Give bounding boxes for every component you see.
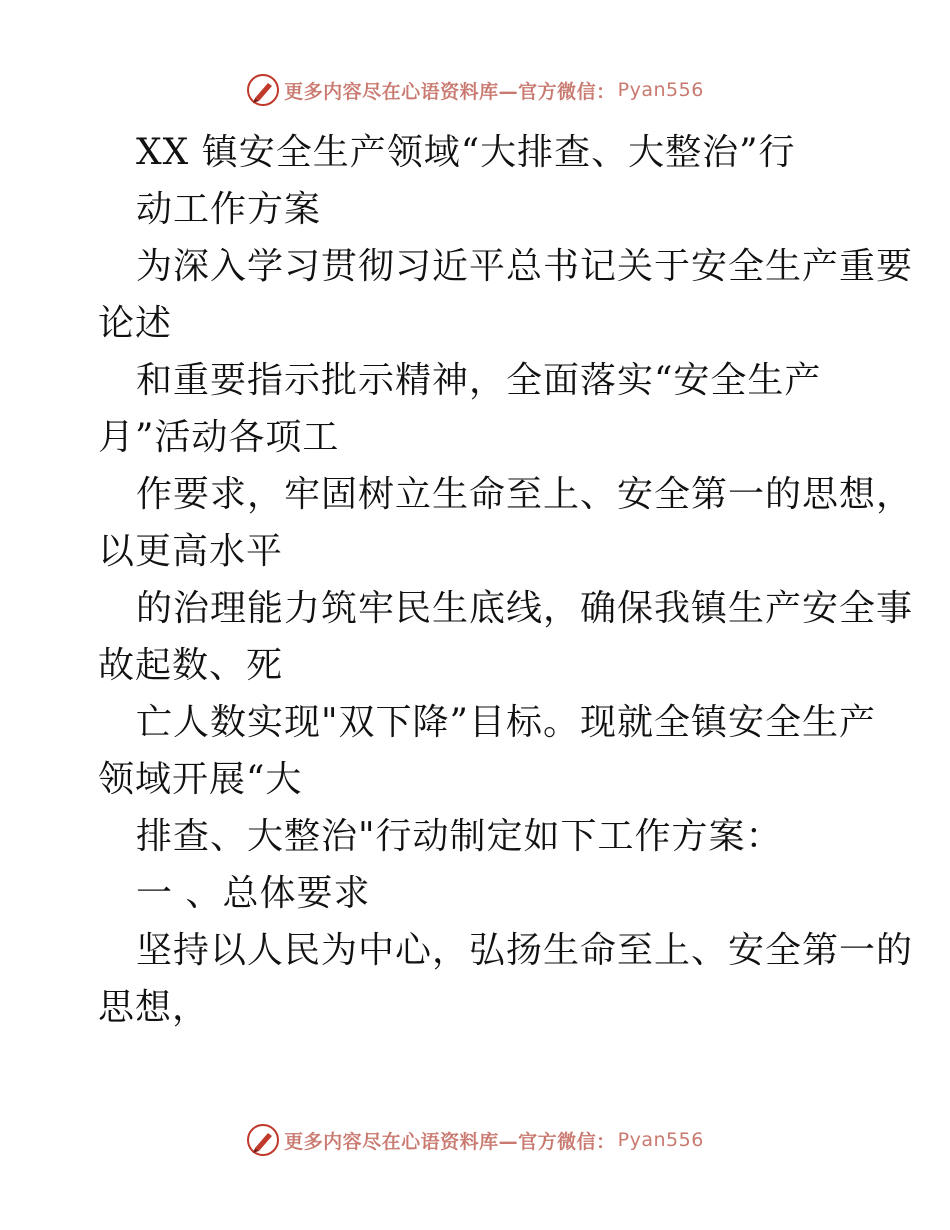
doc-line: 坚持以人民为中心，弘扬生命至上、安全第一的 [136, 930, 914, 971]
doc-line: 故起数、死 [98, 645, 284, 686]
doc-line: 为深入学习贯彻习近平总书记关于安全生产重要 [136, 246, 914, 287]
doc-line: XX 镇安全生产领域“大排查、大整治”行 [136, 132, 796, 173]
doc-line: 思想， [98, 987, 210, 1028]
watermark-text: 更多内容尽在心语资料库—官方微信： [284, 1130, 616, 1153]
document-body [98, 124, 914, 1036]
watermark-id: Pyan556 [617, 79, 704, 101]
doc-line: 动工作方案 [136, 189, 322, 230]
footer-watermark [0, 1120, 950, 1160]
doc-line: 论述 [98, 303, 173, 344]
doc-line: 作要求，牢固树立生命至上、安全第一的思想， [136, 474, 914, 515]
header-watermark [0, 70, 950, 110]
watermark-text: 更多内容尽在心语资料库—官方微信： [284, 80, 616, 103]
pen-logo-icon [246, 1123, 280, 1157]
doc-line: 一 、总体要求 [136, 873, 371, 914]
pen-logo-icon [246, 73, 280, 107]
watermark-id: Pyan556 [617, 1129, 704, 1151]
doc-line: 领域开展“大 [98, 759, 303, 800]
doc-line: 月”活动各项工 [98, 417, 340, 458]
doc-line: 的治理能力筑牢民生底线，确保我镇生产安全事 [136, 588, 914, 629]
doc-line: 亡人数实现"双下降”目标。现就全镇安全生产 [136, 702, 876, 743]
doc-line: 以更高水平 [98, 531, 284, 572]
doc-line: 和重要指示批示精神，全面落实“安全生产 [136, 360, 822, 401]
doc-line: 排查、大整治"行动制定如下工作方案： [136, 816, 783, 857]
